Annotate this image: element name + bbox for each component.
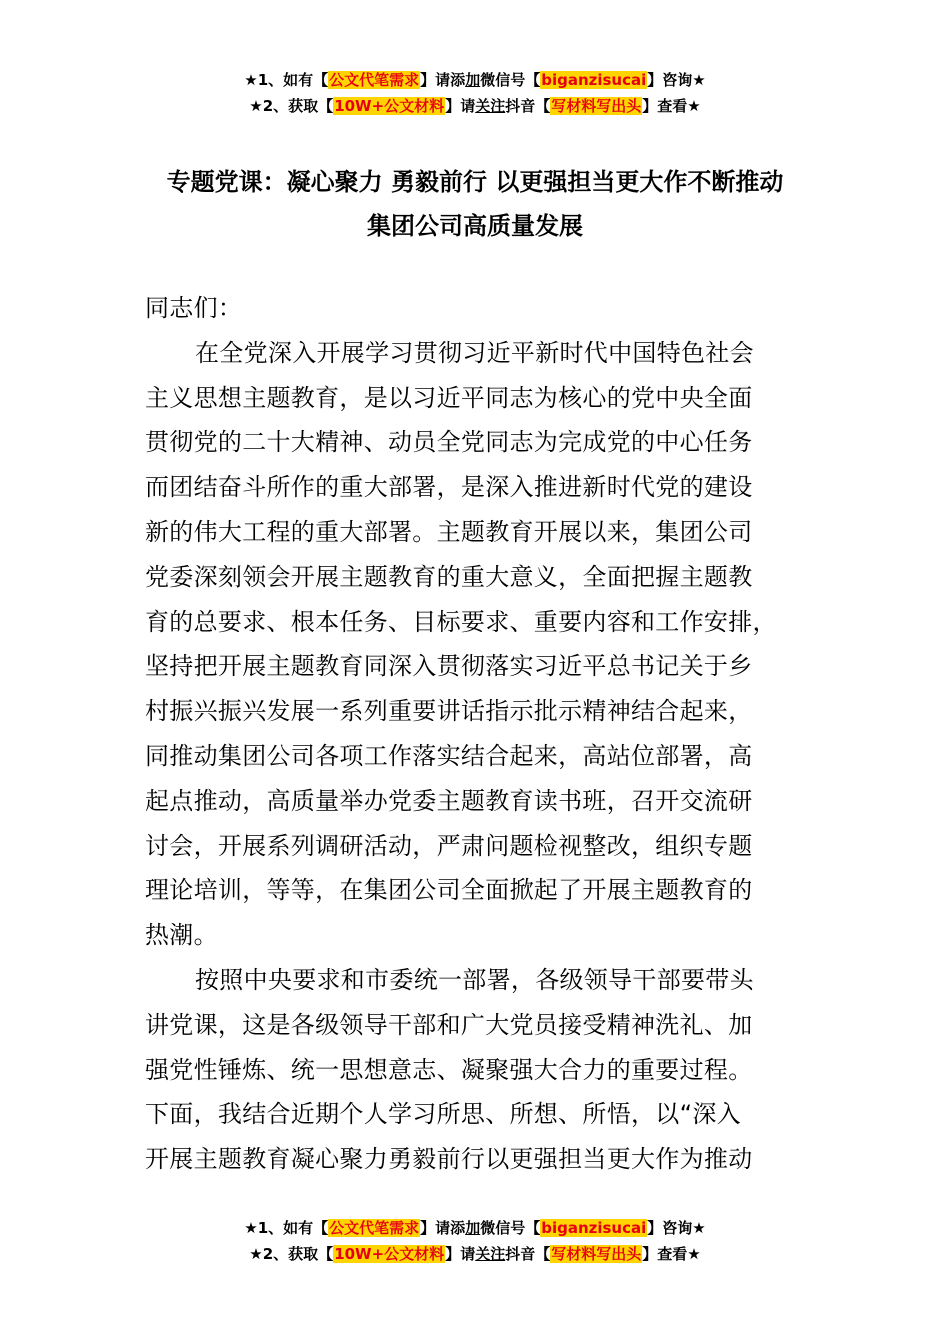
banner-text: 】请 xyxy=(445,97,476,115)
header-banner xyxy=(0,67,950,119)
text-line: 讨会，开展系列调研活动，严肃问题检视整改，组织专题 xyxy=(145,831,753,860)
text-line: 新的伟大工程的重大部署。主题教育开展以来，集团公司 xyxy=(145,517,753,546)
wechat-id-highlight: biganzisucai xyxy=(541,1219,647,1237)
banner-line-2 xyxy=(0,93,950,119)
banner-text: 】请 xyxy=(445,1245,476,1263)
banner-line-1 xyxy=(0,1215,950,1241)
banner-underlined: 关注 xyxy=(475,1245,506,1263)
wechat-id-highlight: biganzisucai xyxy=(541,71,647,89)
text-line: 坚持把开展主题教育同深入贯彻落实习近平总书记关于乡 xyxy=(145,652,753,681)
text-line: 主义思想主题教育，是以习近平同志为核心的党中央全面 xyxy=(145,383,753,412)
banner-text: 微信号【 xyxy=(480,71,541,89)
text-line: 讲党课，这是各级领导干部和广大党员接受精神洗礼、加 xyxy=(145,1010,753,1039)
text-line: 强党性锤炼、统一思想意志、凝聚强大合力的重要过程。 xyxy=(145,1055,753,1084)
banner-text: 】查看★ xyxy=(642,97,701,115)
banner-text: ★2、获取【 xyxy=(249,1245,334,1263)
text-line: 同推动集团公司各项工作落实结合起来，高站位部署，高 xyxy=(145,741,753,770)
douyin-id-highlight: 写材料写出头 xyxy=(551,1245,642,1263)
document-title xyxy=(100,160,850,248)
text-line: 育的总要求、根本任务、目标要求、重要内容和工作安排， xyxy=(145,607,777,636)
banner-underlined: 关注 xyxy=(475,97,506,115)
text-line: 村振兴振兴发展一系列重要讲话指示批示精神结合起来， xyxy=(145,697,753,726)
banner-text: 抖音【 xyxy=(505,1245,551,1263)
banner-text: 抖音【 xyxy=(505,97,551,115)
banner-text: 】咨询★ xyxy=(647,71,706,89)
text-line: 下面，我结合近期个人学习所思、所想、所悟，以“深入 xyxy=(145,1100,741,1129)
salutation: 同志们： xyxy=(145,294,243,322)
banner-highlight: 10W+公文材料 xyxy=(334,97,445,115)
banner-text: ★1、如有【 xyxy=(244,1219,329,1237)
banner-line-2 xyxy=(0,1241,950,1267)
footer-banner xyxy=(0,1215,950,1267)
text-line: 起点推动，高质量举办党委主题教育读书班，召开交流研 xyxy=(145,786,753,815)
douyin-id-highlight: 写材料写出头 xyxy=(551,97,642,115)
banner-highlight: 10W+公文材料 xyxy=(334,1245,445,1263)
text-line: 开展主题教育凝心聚力勇毅前行以更强担当更大作为推动 xyxy=(145,1145,753,1174)
banner-text: ★2、获取【 xyxy=(249,97,334,115)
banner-text: 】咨询★ xyxy=(647,1219,706,1237)
banner-underlined: 加 xyxy=(465,71,481,89)
banner-underlined: 加 xyxy=(465,1219,481,1237)
text-line: 贯彻党的二十大精神、动员全党同志为完成党的中心任务 xyxy=(145,428,753,457)
banner-text: 】查看★ xyxy=(642,1245,701,1263)
title-line-2: 集团公司高质量发展 xyxy=(367,212,583,240)
text-line: 在全党深入开展学习贯彻习近平新时代中国特色社会 xyxy=(195,338,754,367)
banner-text: ★1、如有【 xyxy=(244,71,329,89)
text-line: 理论培训，等等，在集团公司全面掀起了开展主题教育的 xyxy=(145,876,753,905)
banner-highlight: 公文代笔需求 xyxy=(329,1219,420,1237)
text-line: 按照中央要求和市委统一部署，各级领导干部要带头 xyxy=(195,965,754,994)
banner-highlight: 公文代笔需求 xyxy=(329,71,420,89)
text-line: 党委深刻领会开展主题教育的重大意义，全面把握主题教 xyxy=(145,562,753,591)
document-body xyxy=(145,286,810,1182)
text-line: 而团结奋斗所作的重大部署，是深入推进新时代党的建设 xyxy=(145,473,753,502)
title-line-1: 专题党课：凝心聚力 勇毅前行 以更强担当更大作不断推动 xyxy=(166,168,784,196)
banner-text: 微信号【 xyxy=(480,1219,541,1237)
banner-text: 】请添 xyxy=(420,71,466,89)
text-line: 热潮。 xyxy=(145,921,218,950)
banner-text: 】请添 xyxy=(420,1219,466,1237)
banner-line-1 xyxy=(0,67,950,93)
